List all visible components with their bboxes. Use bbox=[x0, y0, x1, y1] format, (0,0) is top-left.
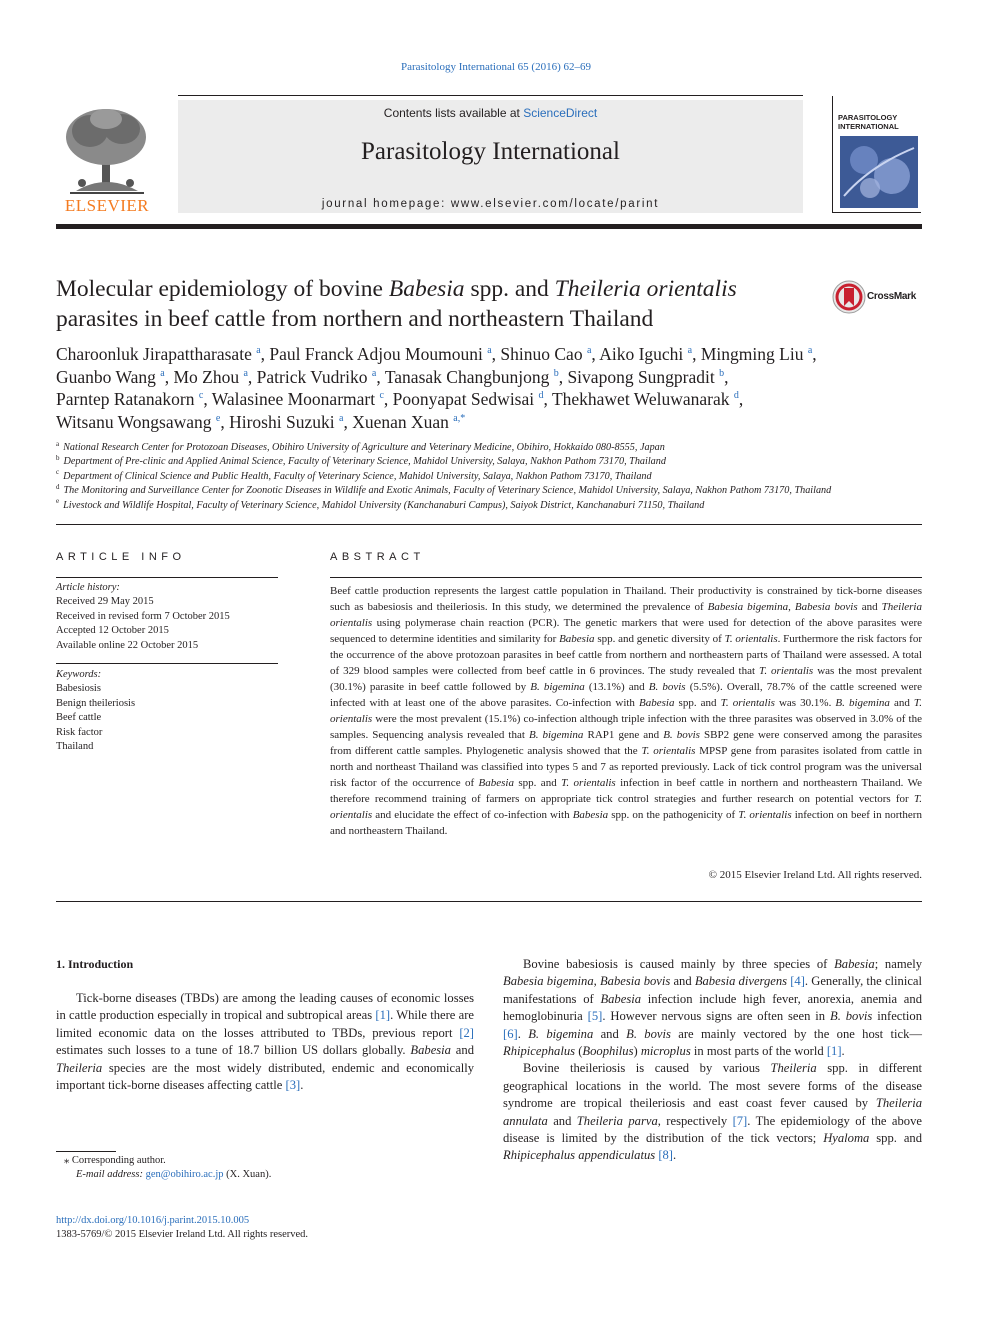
author-separator: , bbox=[220, 411, 230, 432]
history-label: Article history: bbox=[56, 582, 120, 593]
author-separator: , bbox=[692, 344, 701, 364]
keyword-item: Thailand bbox=[56, 741, 94, 753]
italic-text: T. orientalis bbox=[330, 697, 922, 725]
text-run: . bbox=[517, 1026, 529, 1041]
italic-text: B. bigemina bbox=[835, 697, 890, 709]
keywords-rule bbox=[56, 663, 278, 664]
text-run: spp. and genetic diversity of bbox=[594, 633, 725, 645]
italic-text: Babesia divergens bbox=[694, 974, 788, 989]
text-run: species are the most widely distributed, endemic and economically important tick-borne diseases affecting cattle bbox=[56, 1060, 474, 1093]
author-name: Mingming Liu bbox=[700, 344, 804, 364]
italic-text: Babesia bbox=[410, 1043, 451, 1058]
email-owner: (X. Xuan). bbox=[223, 1169, 272, 1181]
author-name: Walasinee Moonarmart bbox=[211, 389, 376, 409]
reference-link[interactable]: [2] bbox=[459, 1025, 474, 1040]
keyword-item: Beef cattle bbox=[56, 712, 102, 724]
author-separator: , bbox=[724, 366, 729, 387]
footnote bbox=[56, 1154, 456, 1183]
italic-text: B. bovis bbox=[663, 729, 700, 741]
affiliation-label: a bbox=[56, 439, 60, 448]
body-paragraph bbox=[56, 990, 474, 1094]
keyword-item: Babesiosis bbox=[56, 683, 101, 695]
author-affiliation-marker[interactable]: c bbox=[379, 390, 384, 402]
italic-text: T. orientalis bbox=[738, 809, 792, 821]
affiliation bbox=[56, 455, 922, 469]
author-separator: , bbox=[260, 344, 270, 364]
keyword-item: Risk factor bbox=[56, 726, 103, 738]
text-run: was the most prevalent (30.1%) parasite in beef cattle followed by bbox=[330, 665, 922, 693]
page-bottom bbox=[56, 1214, 556, 1243]
author-name: Sivapong Sungpradit bbox=[567, 366, 715, 387]
author-separator: , bbox=[383, 389, 393, 409]
title-part1: Molecular epidemiology of bovine bbox=[56, 276, 389, 302]
text-run: and bbox=[670, 974, 695, 989]
author-separator: , bbox=[812, 344, 817, 364]
contents-available bbox=[178, 106, 803, 120]
author-name: Charoonluk Jirapattharasate bbox=[56, 344, 252, 364]
text-run: . The epidemiology of the above disease is limited by the distribution of the tick vectors; bbox=[503, 1113, 922, 1146]
article-title bbox=[56, 274, 816, 334]
title-babesia: Babesia bbox=[388, 276, 465, 302]
affiliation-label: c bbox=[56, 468, 60, 477]
abstract-copyright: © 2015 Elsevier Ireland Ltd. All rights reserved. bbox=[708, 869, 922, 881]
text-run: and bbox=[857, 601, 882, 613]
text-run: infection include high fever, anorexia, anemia and hemoglobinuria bbox=[503, 991, 922, 1024]
italic-text: Theileria bbox=[770, 1061, 817, 1076]
body-paragraph bbox=[503, 1060, 922, 1164]
author-name: Thekhawet Weluwanarak bbox=[551, 389, 730, 409]
reference-link[interactable]: [6] bbox=[503, 1026, 518, 1041]
reference-link[interactable]: [3] bbox=[285, 1078, 301, 1093]
text-run: are mainly vectored by the one host tick— bbox=[670, 1026, 922, 1041]
author-affiliation-marker[interactable]: b bbox=[553, 367, 559, 379]
affiliation-text: The Monitoring and Surveillance Center for Zoonotic Diseases in Wildlife and Exotic Animals, Faculty of Veterinary Science, Mahidol University, Salaya, Nakhon Pathom 73170, Thailand bbox=[63, 485, 832, 497]
author-affiliation-marker[interactable]: a bbox=[160, 367, 165, 379]
article-info-heading: ARTICLE INFO bbox=[56, 551, 186, 563]
abstract-text bbox=[330, 583, 922, 839]
journal-title: Parasitology International bbox=[361, 138, 620, 165]
text-run: . While there are limited economic data on the losses attributed to TBDs, previous report bbox=[56, 1008, 475, 1040]
italic-text: Babesia bigemina bbox=[707, 601, 789, 613]
header-top-rule bbox=[178, 95, 803, 96]
author-separator: , bbox=[247, 366, 257, 387]
author-name: Guanbo Wang bbox=[56, 366, 156, 387]
author-separator: , bbox=[543, 389, 552, 409]
italic-text: T. orientalis bbox=[724, 633, 778, 645]
author-separator: , bbox=[203, 389, 212, 409]
italic-text: Theileria annulata bbox=[503, 1096, 922, 1128]
affiliation-label: b bbox=[56, 454, 60, 463]
italic-text: B. bovis bbox=[648, 681, 686, 693]
italic-text: B. bovis bbox=[830, 1009, 873, 1024]
text-run: ( bbox=[575, 1044, 583, 1059]
italic-text: Babesia bbox=[639, 697, 675, 709]
text-run: and bbox=[593, 1026, 627, 1041]
journal-cover-image bbox=[840, 136, 918, 208]
footnote-rule bbox=[56, 1151, 116, 1152]
body-column-right bbox=[503, 956, 922, 1165]
text-run: spp. in different geographical locations in the world. The most severe forms of the disease syndrome are tropical theileriosis and east coast fever caused by bbox=[503, 1061, 922, 1111]
title-part2: spp. and bbox=[464, 276, 555, 302]
elsevier-wordmark: ELSEVIER bbox=[64, 196, 150, 215]
author-affiliation-marker[interactable]: a bbox=[371, 367, 377, 379]
article-history bbox=[56, 581, 278, 653]
reference-link[interactable]: [8] bbox=[658, 1148, 673, 1163]
text-run: were the most prevalent (15.1%) co-infection although triple infection with the three parasites was observed in 3.0% of the samples. Sequencing analysis revealed that bbox=[330, 713, 922, 741]
text-run: and bbox=[547, 1113, 577, 1128]
italic-text: Rhipicephalus bbox=[503, 1044, 576, 1059]
body-paragraph bbox=[503, 956, 922, 1060]
body-column-left bbox=[56, 990, 474, 1094]
italic-text: Rhipicephalus appendiculatus bbox=[503, 1148, 656, 1163]
divider-rule bbox=[56, 524, 922, 525]
text-run: infection bbox=[872, 1009, 922, 1024]
title-theileria: Theileria orientalis bbox=[554, 276, 737, 302]
italic-text: Babesia bbox=[478, 777, 514, 789]
text-run: spp. and bbox=[674, 697, 721, 709]
divider-rule bbox=[56, 901, 922, 902]
italic-text: Boophilus bbox=[582, 1044, 634, 1059]
text-run: . bbox=[300, 1078, 304, 1093]
author-affiliation-marker[interactable]: d bbox=[538, 390, 544, 402]
history-item: Received in revised form 7 October 2015 bbox=[56, 610, 230, 622]
italic-text: Babesia bbox=[834, 957, 875, 971]
history-item: Received 29 May 2015 bbox=[56, 596, 154, 608]
affiliation bbox=[56, 484, 922, 498]
text-run: . Furthermore the risk factors for the occurrence of the above protozoan parasites in beef cattle from northern and northeastern parts of Thailand were assessed. A total of 329 blood samples were collected from beef cattle in 6 provinces. The study revealed that bbox=[330, 633, 922, 677]
author-separator: , bbox=[558, 366, 568, 387]
crossmark-icon[interactable] bbox=[832, 280, 866, 314]
text-run: using polymerase chain reaction (PCR). The genetic markers that were used for detection of the above parasites were sequenced to determine identities and similarity for bbox=[330, 617, 922, 645]
text-run: (5.5%). Overall, 78.7% of the cattle screened were infected with at least one of the above parasites. Co-infection with bbox=[330, 681, 922, 709]
journal-citation[interactable] bbox=[0, 61, 992, 73]
text-run: . bbox=[841, 1044, 845, 1059]
email-link[interactable]: gen@obihiro.ac.jp bbox=[145, 1169, 224, 1181]
author-separator: , bbox=[591, 344, 600, 364]
reference-link[interactable]: [1] bbox=[375, 1008, 391, 1023]
affiliation bbox=[56, 470, 922, 484]
text-run: Tick-borne diseases (TBDs) are among the leading causes of economic losses in cattle production especially in tropical and subtropical areas bbox=[56, 991, 474, 1023]
italic-text: B. bigemina bbox=[528, 729, 584, 741]
abstract-rule bbox=[330, 577, 922, 578]
text-run: estimates such losses to a tune of 18.7 billion US dollars globally. bbox=[56, 1043, 411, 1058]
reference-link[interactable]: [1] bbox=[826, 1044, 842, 1059]
author-name: Parntep Ratanakorn bbox=[56, 389, 195, 409]
article-info-rule bbox=[56, 577, 278, 578]
cover-title bbox=[838, 113, 918, 131]
text-run: (13.1%) and bbox=[584, 681, 649, 693]
keywords bbox=[56, 668, 278, 754]
italic-text: T. orientalis bbox=[641, 745, 696, 757]
text-run: and bbox=[889, 697, 914, 709]
author-affiliation-marker[interactable]: a bbox=[243, 367, 248, 379]
text-run: Bovine theileriosis is caused by various bbox=[523, 1061, 771, 1076]
doi-link[interactable]: http://dx.doi.org/10.1016/j.parint.2015.10.005 bbox=[56, 1215, 250, 1226]
history-item: Available online 22 October 2015 bbox=[56, 639, 199, 651]
text-run: RAP1 gene and bbox=[583, 729, 664, 741]
italic-text: Theileria bbox=[56, 1060, 103, 1075]
text-run: , bbox=[788, 601, 795, 613]
author-name: Xuenan Xuan bbox=[352, 411, 449, 432]
italic-text: B. bigemina bbox=[530, 681, 585, 693]
corresponding-author: Corresponding author. bbox=[71, 1155, 166, 1166]
italic-text: T. orientalis bbox=[720, 697, 775, 709]
affiliation-text: Department of Clinical Science and Public Health, Faculty of Veterinary Science, Mahidol University, Salaya, Nakhon Pathom 73170, Thailand bbox=[63, 470, 652, 482]
author-affiliation-marker[interactable]: a,* bbox=[453, 412, 466, 424]
author-affiliation-marker[interactable]: b bbox=[719, 367, 725, 379]
affiliation-text: Livestock and Wildlife Hospital, Faculty of Veterinary Science, Mahidol University (Kanchanaburi Campus), Saiyok District, Kanchanaburi 71150, Thailand bbox=[63, 499, 705, 511]
author-name: Shinuo Cao bbox=[500, 344, 583, 364]
issn-line: 1383-5769/© 2015 Elsevier Ireland Ltd. All rights reserved. bbox=[56, 1229, 309, 1241]
italic-text: Babesia bbox=[559, 633, 595, 645]
author-affiliation-marker[interactable]: e bbox=[215, 412, 221, 424]
cover-title-line2: INTERNATIONAL bbox=[838, 122, 899, 131]
keyword-item: Benign theileriosis bbox=[56, 697, 136, 709]
author-affiliation-marker[interactable]: a bbox=[338, 412, 344, 424]
text-run: ) bbox=[633, 1044, 641, 1059]
affiliation-label: d bbox=[56, 482, 60, 491]
affiliation bbox=[56, 441, 922, 455]
affiliation-text: National Research Center for Protozoan Diseases, Obihiro University of Agriculture and Veterinary Medicine, Obihiro, Hokkaido 080-8555, Japan bbox=[63, 442, 665, 453]
title-line2: parasites in beef cattle from northern and northeastern Thailand bbox=[56, 306, 654, 332]
email-label: E-mail address: bbox=[76, 1169, 143, 1181]
header-thick-rule bbox=[56, 224, 922, 229]
text-run: , respectively bbox=[657, 1113, 733, 1128]
footnote-marker: ⁎ bbox=[64, 1155, 70, 1166]
text-run: MPSP gene from parasites isolated from cattle in north and northeast Thailand was classified into types 5 and 7 as reported previously. Lack of tick control program was the universal risk factor of the occurrence of bbox=[330, 745, 922, 789]
italic-text: Theileria orientalis bbox=[330, 601, 922, 629]
text-run: was 30.1%. bbox=[774, 697, 836, 709]
author-affiliation-marker[interactable]: a bbox=[807, 345, 813, 357]
keywords-label: Keywords: bbox=[56, 669, 102, 680]
author-separator: , bbox=[164, 366, 174, 387]
text-run: Beef cattle production represents the largest cattle population in Thailand. Their productivity is constrained by tick-borne diseases such as babesiosis and theileriosis. In this study, we determined the prevalence of bbox=[330, 585, 922, 613]
affiliation-label: e bbox=[56, 497, 60, 506]
author-affiliation-marker[interactable]: d bbox=[733, 390, 739, 402]
history-item: Accepted 12 October 2015 bbox=[56, 625, 169, 637]
affiliation-list bbox=[56, 441, 922, 513]
italic-text: B. bovis bbox=[626, 1026, 671, 1041]
text-run: ; namely bbox=[874, 957, 922, 971]
sciencedirect-link[interactable]: ScienceDirect bbox=[523, 106, 598, 120]
italic-text: Babesia bovis bbox=[794, 601, 858, 613]
italic-text: Babesia bbox=[572, 809, 609, 821]
cover-title-line1: PARASITOLOGY bbox=[838, 113, 898, 122]
citation-link[interactable]: Parasitology International 65 (2016) 62–69 bbox=[400, 61, 592, 73]
italic-text: T. orientalis bbox=[330, 793, 922, 821]
contents-prefix: Contents lists available at bbox=[383, 106, 524, 120]
italic-text: Babesia bovis bbox=[599, 974, 671, 989]
italic-text: Babesia bigemina bbox=[503, 974, 594, 989]
author-separator: , bbox=[343, 411, 353, 432]
author-name: Patrick Vudriko bbox=[256, 366, 368, 387]
section-heading-introduction: 1. Introduction bbox=[56, 957, 134, 971]
reference-link[interactable]: [5] bbox=[587, 1009, 603, 1024]
author-affiliation-marker[interactable]: c bbox=[198, 390, 204, 402]
author-name: Tanasak Changbunjong bbox=[384, 366, 550, 387]
author-separator: , bbox=[738, 389, 744, 409]
author-name: Poonyapat Sedwisai bbox=[392, 389, 535, 409]
crossmark-label[interactable]: CrossMark bbox=[867, 291, 916, 302]
text-run: . Generally, the clinical manifestations of bbox=[503, 974, 923, 1006]
author-name: Aiko Iguchi bbox=[599, 344, 684, 364]
text-run: infection in beef cattle in northern and northeastern Thailand. We therefore recommend training of farmers on appropriate tick control strategies and further research on potential vectors for bbox=[330, 777, 922, 805]
author-affiliation-marker[interactable]: a bbox=[586, 345, 592, 357]
author-affiliation-marker[interactable]: a bbox=[256, 345, 261, 357]
text-run: spp. and bbox=[513, 777, 562, 789]
affiliation bbox=[56, 499, 922, 513]
italic-text: T. orientalis bbox=[759, 665, 814, 677]
reference-link[interactable]: [4] bbox=[790, 974, 805, 989]
text-run: Bovine babesiosis is caused mainly by three species of bbox=[523, 957, 835, 971]
abstract-heading: ABSTRACT bbox=[330, 551, 425, 563]
author-affiliation-marker[interactable]: a bbox=[687, 345, 693, 357]
italic-text: Hyaloma bbox=[823, 1131, 870, 1146]
italic-text: B. bigemina bbox=[528, 1026, 594, 1041]
text-run: and elucidate the effect of co-infection with bbox=[372, 809, 573, 821]
author-affiliation-marker[interactable]: a bbox=[487, 345, 492, 357]
text-run: , bbox=[593, 974, 600, 989]
author-name: Paul Franck Adjou Moumouni bbox=[269, 344, 483, 364]
italic-text: Babesia bbox=[600, 991, 642, 1006]
text-run: in most parts of the world bbox=[690, 1044, 827, 1059]
author-name: Mo Zhou bbox=[173, 366, 240, 387]
italic-text: T. orientalis bbox=[561, 777, 616, 789]
text-run: SBP2 gene were conserved among the parasites from different cattle samples. Phylogenetic analysis showed that the bbox=[330, 729, 922, 757]
italic-text: Theileria parva bbox=[576, 1113, 658, 1128]
text-run: spp. on the pathogenicity of bbox=[608, 809, 739, 821]
author-separator: , bbox=[376, 366, 385, 387]
italic-text: microplus bbox=[640, 1044, 691, 1059]
author-separator: , bbox=[491, 344, 501, 364]
author-list bbox=[56, 343, 922, 433]
reference-link[interactable]: [7] bbox=[732, 1113, 748, 1128]
text-run: . bbox=[673, 1148, 677, 1163]
text-run: spp. and bbox=[869, 1131, 922, 1146]
text-run: and bbox=[450, 1043, 474, 1058]
author-name: Hiroshi Suzuki bbox=[229, 411, 335, 432]
author-name: Witsanu Wongsawang bbox=[56, 411, 212, 432]
affiliation-text: Department of Pre-clinic and Applied Animal Science, Faculty of Veterinary Science, Mahidol University, Salaya, Nakhon Pathom 73170, Thailand bbox=[63, 456, 666, 468]
text-run: . However nervous signs are often seen in bbox=[602, 1009, 830, 1024]
journal-homepage[interactable]: journal homepage: www.elsevier.com/locate/parint bbox=[321, 198, 660, 210]
text-run: infection on beef in northern and northeastern Thailand. bbox=[330, 809, 922, 837]
